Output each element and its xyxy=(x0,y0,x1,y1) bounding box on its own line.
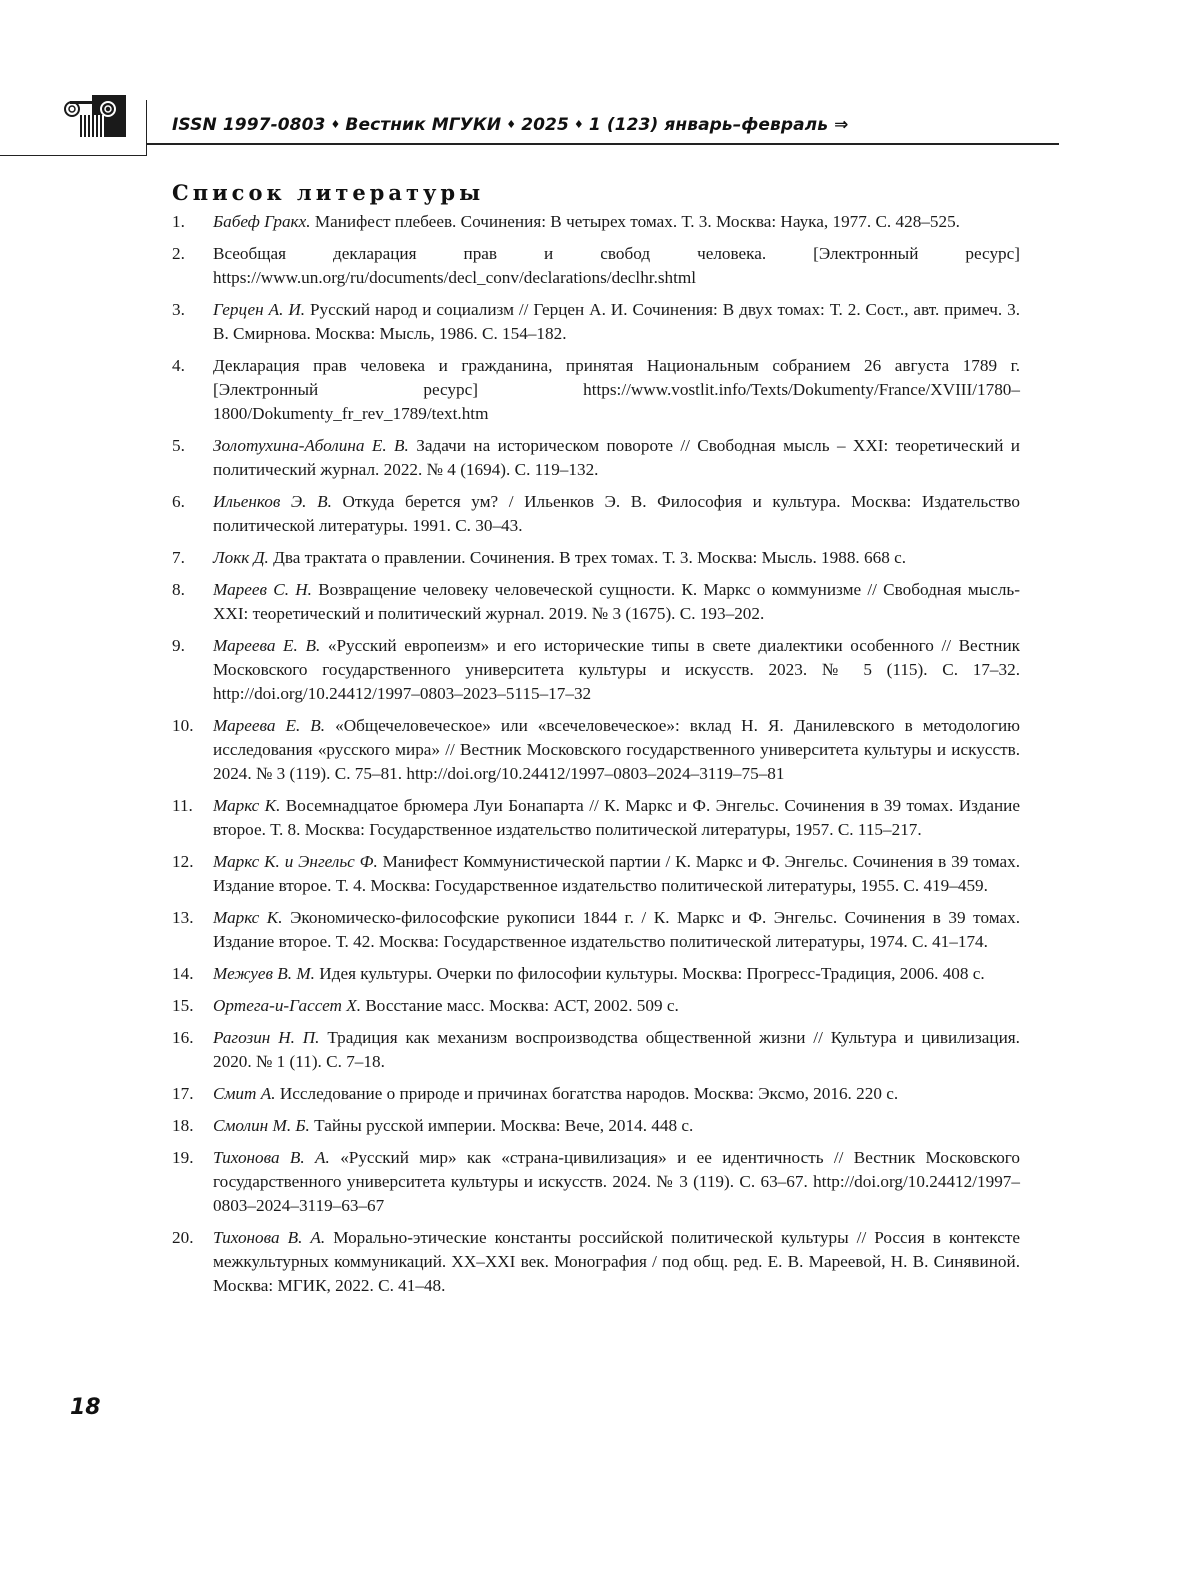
reference-author: Золотухина-Аболина Е. В. xyxy=(213,436,409,455)
reference-item xyxy=(172,850,1020,898)
reference-item xyxy=(172,994,1020,1018)
journal-name: Вестник МГУКИ xyxy=(345,115,502,135)
reference-text: Декларация прав человека и гражданина, принятая Национальным собранием 26 августа 1789 г. [Электронный ресурс] https://www.vostlit.info/Texts/Dokumenty/France/XVIII/1780–1800/Dokumenty_fr_rev_1789/text.htm xyxy=(213,356,1020,423)
reference-number: 19. xyxy=(172,1148,194,1167)
reference-text: Традиция как механизм воспроизводства общественной жизни // Культура и цивилизация. 2020. № 1 (11). С. 7–18. xyxy=(213,1028,1020,1071)
reference-number: 6. xyxy=(172,492,185,511)
reference-number: 20. xyxy=(172,1228,194,1247)
reference-number: 1. xyxy=(172,212,185,231)
header-rule-left xyxy=(0,155,146,156)
reference-item xyxy=(172,546,1020,570)
reference-item xyxy=(172,1026,1020,1074)
reference-number: 15. xyxy=(172,996,194,1015)
reference-text: «Общечеловеческое» или «всечеловеческое»: вклад Н. Я. Данилевского в методологию исследования «русского мира» // Вестник Московского государственного университета культуры и искусств. 2024. № 3 (119). С. 75–81. http://doi.org/10.24412/1997–0803–2024–3119–75–81 xyxy=(213,716,1020,783)
reference-list xyxy=(172,210,1020,1306)
reference-author: Герцен А. И. xyxy=(213,300,306,319)
reference-item xyxy=(172,1082,1020,1106)
reference-item xyxy=(172,354,1020,426)
page-number: 18 xyxy=(70,1395,101,1420)
reference-text: Задачи на историческом повороте // Свободная мысль – XXI: теоретический и политический журнал. 2022. № 4 (1694). С. 119–132. xyxy=(213,436,1020,479)
reference-author: Ортега-и-Гассет Х. xyxy=(213,996,362,1015)
section-title: Список литературы xyxy=(172,180,485,205)
header-rule-main xyxy=(146,143,1059,145)
reference-text: Экономическо-философские рукописи 1844 г. / К. Маркс и Ф. Энгельс. Сочинения в 39 томах. Издание второе. Т. 42. Москва: Государственное издательство политической литературы, 1974. С. 41–174. xyxy=(213,908,1020,951)
reference-item xyxy=(172,634,1020,706)
reference-number: 17. xyxy=(172,1084,194,1103)
reference-item xyxy=(172,714,1020,786)
reference-item xyxy=(172,1226,1020,1298)
reference-author: Локк Д. xyxy=(213,548,269,567)
header-rule-vertical xyxy=(146,100,147,156)
reference-number: 2. xyxy=(172,244,185,263)
separator-diamond-icon: ♦ xyxy=(330,118,341,131)
reference-text: Всеобщая декларация прав и свобод человека. [Электронный ресурс] https://www.un.org/ru/documents/decl_conv/declarations/declhr.shtml xyxy=(213,244,1020,287)
reference-number: 4. xyxy=(172,356,185,375)
reference-author: Маркс К. и Энгельс Ф. xyxy=(213,852,378,871)
reference-text: Морально-этические константы российской политической культуры // Россия в контексте межкультурных коммуникаций. XX–XXI век. Монография / под общ. ред. Е. В. Мареевой, Н. В. Синявиной. Москва: МГИК, 2022. С. 41–48. xyxy=(213,1228,1020,1295)
reference-author: Смолин М. Б. xyxy=(213,1116,310,1135)
reference-number: 18. xyxy=(172,1116,194,1135)
reference-author: Мареев С. Н. xyxy=(213,580,312,599)
issue: 1 (123) январь–февраль xyxy=(588,115,829,135)
reference-text: «Русский мир» как «страна-цивилизация» и ее идентичность // Вестник Московского государственного университета культуры и искусств. 2024. № 3 (119). С. 63–67. http://doi.org/10.24412/1997–0803–2024–3119–63–67 xyxy=(213,1148,1020,1215)
reference-text: Восстание масс. Москва: АСТ, 2002. 509 с. xyxy=(361,996,679,1015)
separator-diamond-icon: ♦ xyxy=(573,118,584,131)
arrow-right-icon: ⇒ xyxy=(834,115,849,135)
reference-text: Откуда берется ум? / Ильенков Э. В. Философия и культура. Москва: Издательство политической литературы. 1991. С. 30–43. xyxy=(213,492,1020,535)
reference-author: Тихонова В. А. xyxy=(213,1228,326,1247)
reference-text: Два трактата о правлении. Сочинения. В трех томах. Т. 3. Москва: Мысль. 1988. 668 с. xyxy=(268,548,907,567)
reference-number: 13. xyxy=(172,908,194,927)
separator-diamond-icon: ♦ xyxy=(506,118,517,131)
reference-item xyxy=(172,1146,1020,1218)
page-header xyxy=(0,0,1200,160)
reference-item xyxy=(172,210,1020,234)
reference-author: Маркс К. xyxy=(213,796,281,815)
reference-item xyxy=(172,962,1020,986)
reference-author: Рагозин Н. П. xyxy=(213,1028,320,1047)
reference-number: 16. xyxy=(172,1028,194,1047)
reference-number: 14. xyxy=(172,964,194,983)
reference-author: Маркс К. xyxy=(213,908,283,927)
year: 2025 xyxy=(521,115,569,135)
reference-number: 3. xyxy=(172,300,185,319)
reference-item xyxy=(172,1114,1020,1138)
reference-number: 10. xyxy=(172,716,194,735)
reference-author: Мареева Е. В. xyxy=(213,636,321,655)
reference-number: 7. xyxy=(172,548,185,567)
ionic-column-logo-icon xyxy=(62,95,126,137)
reference-number: 12. xyxy=(172,852,194,871)
reference-item xyxy=(172,298,1020,346)
reference-text: Возвращение человеку человеческой сущности. К. Маркс о коммунизме // Свободная мысль-XXI: теоретический и политический журнал. 2019. № 3 (1675). С. 193–202. xyxy=(213,580,1020,623)
reference-text: Манифест Коммунистической партии / К. Маркс и Ф. Энгельс. Сочинения в 39 томах. Издание второе. Т. 4. Москва: Государственное издательство политической литературы, 1955. С. 419–459. xyxy=(213,852,1020,895)
reference-text: Восемнадцатое брюмера Луи Бонапарта // К. Маркс и Ф. Энгельс. Сочинения в 39 томах. Издание второе. Т. 8. Москва: Государственное издательство политической литературы, 1957. С. 115–217. xyxy=(213,796,1020,839)
reference-number: 8. xyxy=(172,580,185,599)
reference-text: Русский народ и социализм // Герцен А. И. Сочинения: В двух томах: Т. 2. Сост., авт. примеч. 3. В. Смирнова. Москва: Мысль, 1986. С. 154–182. xyxy=(213,300,1021,343)
reference-author: Тихонова В. А. xyxy=(213,1148,330,1167)
issn: ISSN 1997-0803 xyxy=(172,115,326,135)
reference-author: Межуев В. М. xyxy=(213,964,315,983)
reference-item xyxy=(172,434,1020,482)
reference-number: 9. xyxy=(172,636,185,655)
reference-item xyxy=(172,578,1020,626)
reference-text: Идея культуры. Очерки по философии культуры. Москва: Прогресс-Традиция, 2006. 408 с. xyxy=(314,964,985,983)
reference-author: Бабеф Гракх. xyxy=(213,212,311,231)
reference-author: Смит А. xyxy=(213,1084,276,1103)
reference-text: Исследование о природе и причинах богатства народов. Москва: Эксмо, 2016. 220 с. xyxy=(275,1084,899,1103)
reference-author: Ильенков Э. В. xyxy=(213,492,332,511)
reference-number: 5. xyxy=(172,436,185,455)
reference-number: 11. xyxy=(172,796,193,815)
reference-text: «Русский европеизм» и его исторические типы в свете диалектики особенного // Вестник Московского государственного университета культуры и искусств. 2023. № 5 (115). С. 17–32. http://doi.org/10.24412/1997–0803–2023–5115–17–32 xyxy=(213,636,1021,703)
running-header xyxy=(172,115,848,135)
reference-item xyxy=(172,794,1020,842)
reference-text: Тайны русской империи. Москва: Вече, 2014. 448 с. xyxy=(309,1116,694,1135)
reference-author: Мареева Е. В. xyxy=(213,716,326,735)
reference-item xyxy=(172,906,1020,954)
reference-item xyxy=(172,242,1020,290)
reference-text: Манифест плебеев. Сочинения: В четырех томах. Т. 3. Москва: Наука, 1977. С. 428–525. xyxy=(310,212,960,231)
reference-item xyxy=(172,490,1020,538)
